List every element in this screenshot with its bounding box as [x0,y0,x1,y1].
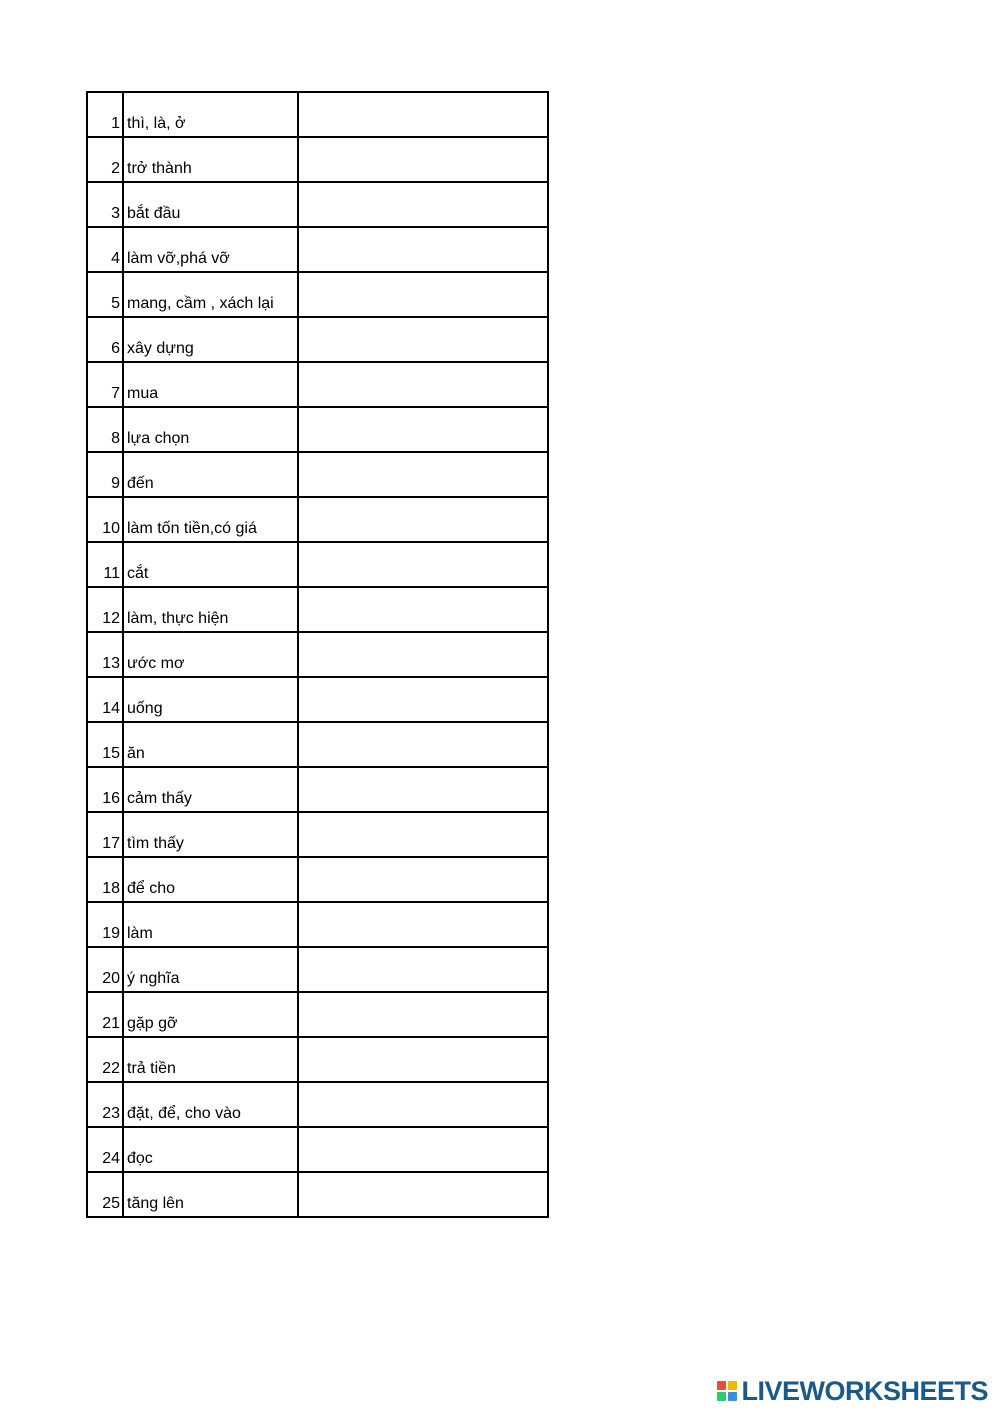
row-number: 23 [87,1082,123,1127]
answer-cell[interactable] [298,227,548,272]
vietnamese-word: mua [123,362,298,407]
answer-cell[interactable] [298,92,548,137]
vietnamese-word: đọc [123,1127,298,1172]
table-row [87,722,548,767]
answer-input[interactable] [299,1173,547,1216]
vocabulary-table-body [87,92,548,1217]
answer-input[interactable] [299,1128,547,1171]
answer-input[interactable] [299,498,547,541]
vietnamese-word: ước mơ [123,632,298,677]
row-number: 8 [87,407,123,452]
table-row [87,92,548,137]
vietnamese-word: đặt, để, cho vào [123,1082,298,1127]
vietnamese-word: ăn [123,722,298,767]
answer-cell[interactable] [298,1082,548,1127]
answer-cell[interactable] [298,1172,548,1217]
answer-cell[interactable] [298,722,548,767]
vocabulary-table [86,91,549,1218]
table-row [87,677,548,722]
row-number: 5 [87,272,123,317]
answer-input[interactable] [299,408,547,451]
row-number: 6 [87,317,123,362]
answer-cell[interactable] [298,767,548,812]
vietnamese-word: tăng lên [123,1172,298,1217]
answer-cell[interactable] [298,1037,548,1082]
row-number: 19 [87,902,123,947]
answer-cell[interactable] [298,587,548,632]
table-row [87,587,548,632]
liveworksheets-logo-icon [717,1381,737,1401]
vietnamese-word: lựa chọn [123,407,298,452]
row-number: 1 [87,92,123,137]
row-number: 13 [87,632,123,677]
row-number: 11 [87,542,123,587]
liveworksheets-wordmark: LIVEWORKSHEETS [741,1376,988,1406]
answer-input[interactable] [299,363,547,406]
answer-input[interactable] [299,93,547,136]
table-row [87,407,548,452]
answer-input[interactable] [299,453,547,496]
vietnamese-word: trở thành [123,137,298,182]
answer-input[interactable] [299,138,547,181]
vietnamese-word: thì, là, ở [123,92,298,137]
row-number: 20 [87,947,123,992]
row-number: 25 [87,1172,123,1217]
row-number: 2 [87,137,123,182]
table-row [87,812,548,857]
answer-cell[interactable] [298,317,548,362]
row-number: 10 [87,497,123,542]
answer-input[interactable] [299,183,547,226]
answer-cell[interactable] [298,812,548,857]
liveworksheets-branding [717,1376,988,1406]
answer-input[interactable] [299,768,547,811]
row-number: 22 [87,1037,123,1082]
vietnamese-word: uống [123,677,298,722]
row-number: 17 [87,812,123,857]
vietnamese-word: để cho [123,857,298,902]
answer-input[interactable] [299,633,547,676]
answer-cell[interactable] [298,677,548,722]
vietnamese-word: cảm thấy [123,767,298,812]
table-row [87,362,548,407]
answer-input[interactable] [299,723,547,766]
table-row [87,992,548,1037]
answer-cell[interactable] [298,497,548,542]
answer-cell[interactable] [298,452,548,497]
row-number: 3 [87,182,123,227]
answer-cell[interactable] [298,1127,548,1172]
answer-input[interactable] [299,318,547,361]
answer-input[interactable] [299,1038,547,1081]
table-row [87,767,548,812]
row-number: 7 [87,362,123,407]
answer-cell[interactable] [298,632,548,677]
answer-cell[interactable] [298,182,548,227]
row-number: 4 [87,227,123,272]
row-number: 12 [87,587,123,632]
answer-input[interactable] [299,858,547,901]
vietnamese-word: ý nghĩa [123,947,298,992]
table-row [87,542,548,587]
table-row [87,632,548,677]
table-row [87,272,548,317]
answer-cell[interactable] [298,857,548,902]
vietnamese-word: cắt [123,542,298,587]
table-row [87,317,548,362]
logo-square-yellow [728,1381,737,1390]
vietnamese-word: gặp gỡ [123,992,298,1037]
answer-input[interactable] [299,588,547,631]
vietnamese-word: tìm thấy [123,812,298,857]
vietnamese-word: làm tốn tiền,có giá [123,497,298,542]
answer-input[interactable] [299,228,547,271]
table-row [87,1127,548,1172]
logo-square-green [717,1392,726,1401]
table-row [87,497,548,542]
answer-input[interactable] [299,543,547,586]
logo-square-blue [728,1392,737,1401]
table-row [87,857,548,902]
answer-cell[interactable] [298,362,548,407]
answer-cell[interactable] [298,947,548,992]
answer-input[interactable] [299,813,547,856]
table-row [87,902,548,947]
answer-cell[interactable] [298,992,548,1037]
vietnamese-word: đến [123,452,298,497]
table-row [87,227,548,272]
answer-input[interactable] [299,903,547,946]
vietnamese-word: làm [123,902,298,947]
row-number: 21 [87,992,123,1037]
row-number: 18 [87,857,123,902]
vietnamese-word: trả tiền [123,1037,298,1082]
row-number: 9 [87,452,123,497]
vietnamese-word: bắt đầu [123,182,298,227]
answer-input[interactable] [299,1083,547,1126]
row-number: 15 [87,722,123,767]
row-number: 16 [87,767,123,812]
answer-input[interactable] [299,993,547,1036]
table-row [87,1172,548,1217]
logo-square-red [717,1381,726,1390]
table-row [87,1082,548,1127]
table-row [87,1037,548,1082]
answer-input[interactable] [299,273,547,316]
vietnamese-word: làm, thực hiện [123,587,298,632]
answer-input[interactable] [299,948,547,991]
answer-cell[interactable] [298,137,548,182]
answer-cell[interactable] [298,407,548,452]
row-number: 14 [87,677,123,722]
vietnamese-word: mang, cầm , xách lại [123,272,298,317]
answer-cell[interactable] [298,272,548,317]
answer-input[interactable] [299,678,547,721]
vietnamese-word: làm vỡ,phá vỡ [123,227,298,272]
answer-cell[interactable] [298,902,548,947]
table-row [87,137,548,182]
table-row [87,182,548,227]
answer-cell[interactable] [298,542,548,587]
table-row [87,947,548,992]
row-number: 24 [87,1127,123,1172]
vietnamese-word: xây dựng [123,317,298,362]
table-row [87,452,548,497]
